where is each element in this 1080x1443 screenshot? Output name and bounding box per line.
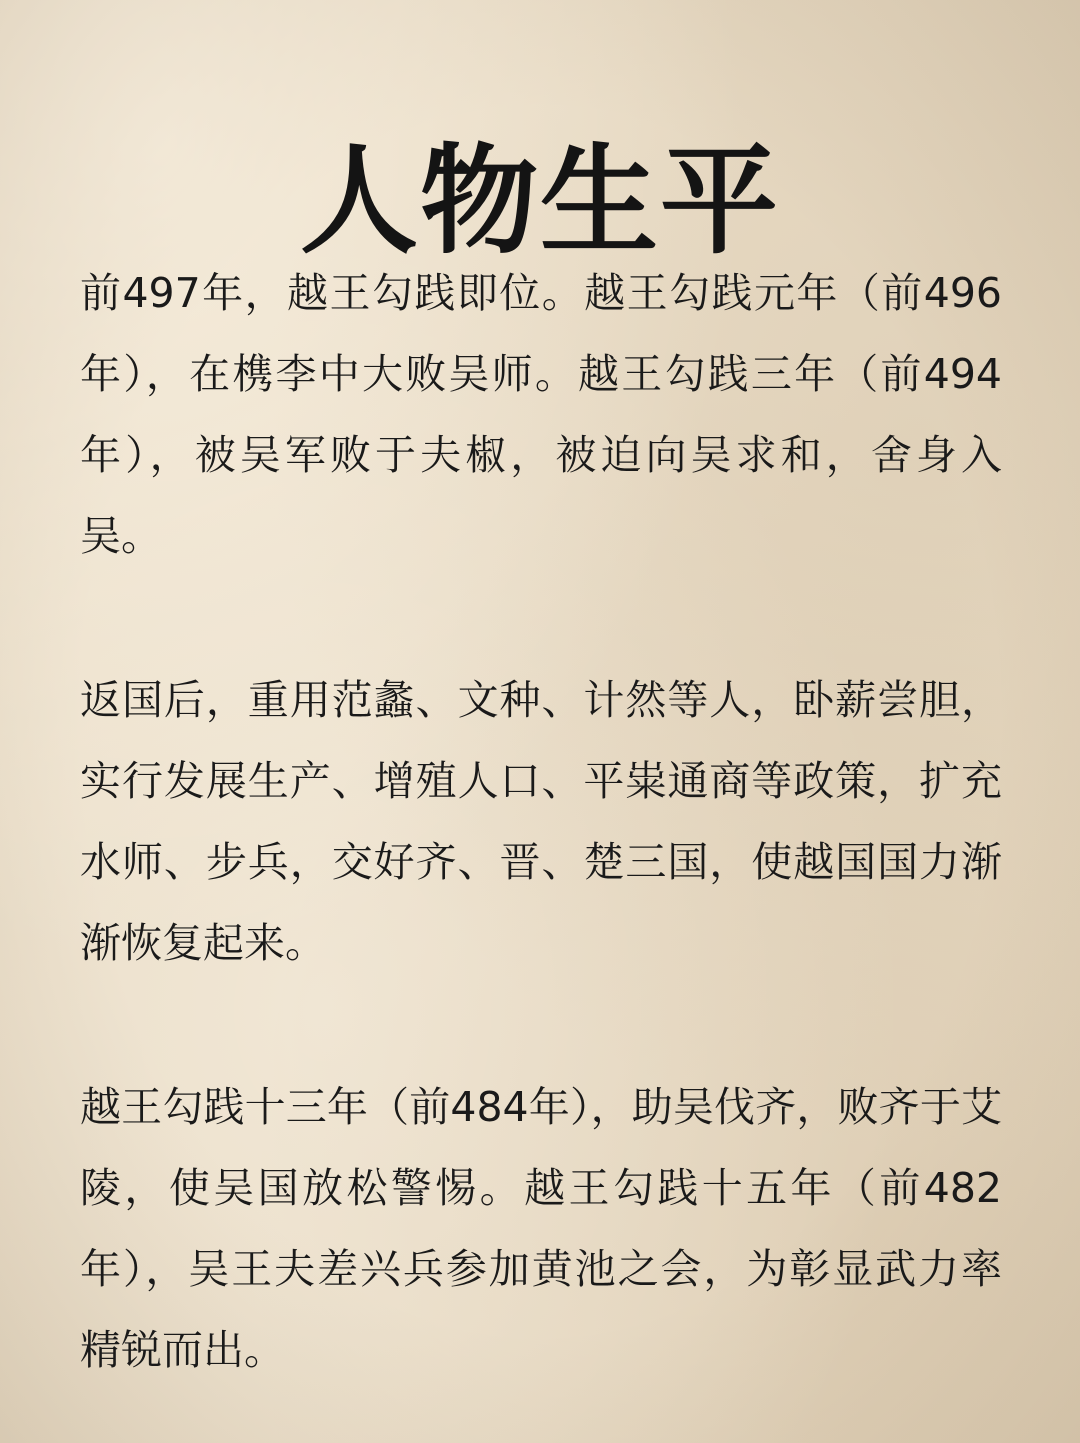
paragraph-2: 返国后，重用范蠡、文种、计然等人，卧薪尝胆，实行发展生产、增殖人口、平粜通商等政策，扩充水师、步兵，交好齐、晋、楚三国，使越国国力渐渐恢复起来。 (80, 676, 1002, 967)
paragraph-1: 前497年，越王勾践即位。越王勾践元年（前496年），在槜李中大败吴师。越王勾践三年（前494年），被吴军败于夫椒，被迫向吴求和，舍身入吴。 (80, 269, 1002, 560)
page-title: 人物生平 (299, 132, 780, 271)
paragraph-3: 越王勾践十三年（前484年），助吴伐齐，败齐于艾陵，使吴国放松警惕。越王勾践十五年（前482年），吴王夫差兴兵参加黄池之会，为彰显武力率精锐而出。 (80, 1083, 1002, 1374)
